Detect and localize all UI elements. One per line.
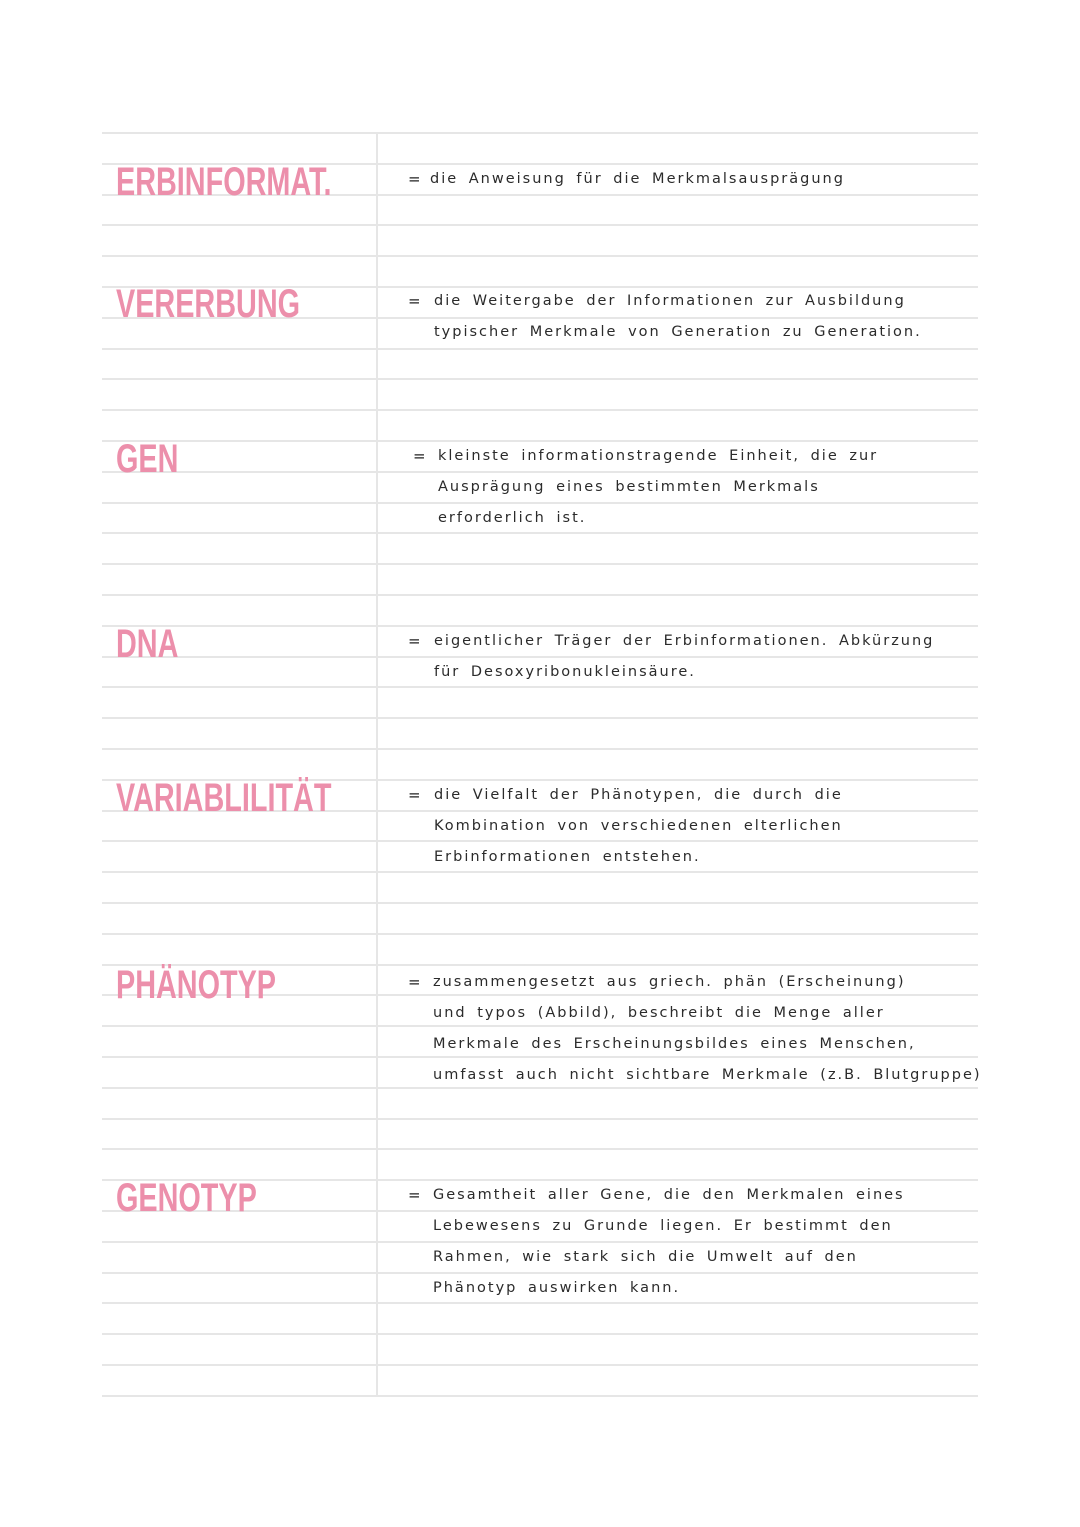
ruled-line — [102, 748, 978, 750]
definition-line: erforderlich ist. — [438, 510, 587, 526]
definition-line: Merkmale des Erscheinungsbildes eines Menschen, — [433, 1036, 916, 1052]
definition-line: die Vielfalt der Phänotypen, die durch die — [434, 787, 843, 803]
ruled-line — [102, 1118, 978, 1120]
margin-divider-line — [376, 132, 378, 1396]
definition-line: zusammengesetzt aus griech. phän (Erscheinung) — [433, 974, 906, 990]
definition-line: eigentlicher Träger der Erbinformationen. Abkürzung — [434, 633, 935, 649]
term-heading: DNA — [116, 622, 179, 666]
ruled-line — [102, 1395, 978, 1397]
definition-line: die Weitergabe der Informationen zur Ausbildung — [434, 293, 906, 309]
term-heading: ERBINFORMAT. — [116, 160, 332, 204]
ruled-line — [102, 563, 978, 565]
definition-line: umfasst auch nicht sichtbare Merkmale (z.B. Blutgruppe) — [433, 1067, 982, 1083]
ruled-line — [102, 224, 978, 226]
ruled-line — [102, 1148, 978, 1150]
definition-line: für Desoxyribonukleinsäure. — [434, 664, 696, 680]
term-heading: PHÄNOTYP — [116, 963, 277, 1007]
ruled-line — [102, 717, 978, 719]
definition-line: Gesamtheit aller Gene, die den Merkmalen eines — [433, 1187, 905, 1203]
term-heading: VERERBUNG — [116, 282, 301, 326]
definition-line: Rahmen, wie stark sich die Umwelt auf den — [433, 1249, 858, 1265]
equals-sign: = — [408, 632, 421, 650]
equals-sign: = — [408, 292, 421, 310]
equals-sign: = — [413, 447, 426, 465]
definition-line: Erbinformationen entstehen. — [434, 849, 701, 865]
equals-sign: = — [408, 170, 421, 188]
ruled-line — [102, 348, 978, 350]
definition-line: die Anweisung für die Merkmalsausprägung — [430, 171, 845, 187]
definition-line: und typos (Abbild), beschreibt die Menge aller — [433, 1005, 885, 1021]
definition-line: typischer Merkmale von Generation zu Generation. — [434, 324, 922, 340]
definition-line: Phänotyp auswirken kann. — [433, 1280, 681, 1296]
term-heading: GEN — [116, 437, 179, 481]
definition-line: Lebewesens zu Grunde liegen. Er bestimmt den — [433, 1218, 893, 1234]
equals-sign: = — [408, 1186, 421, 1204]
ruled-line — [102, 594, 978, 596]
ruled-line — [102, 409, 978, 411]
equals-sign: = — [408, 786, 421, 804]
ruled-line — [102, 132, 978, 134]
ruled-line — [102, 933, 978, 935]
definition-line: Ausprägung eines bestimmten Merkmals — [438, 479, 820, 495]
ruled-line — [102, 1333, 978, 1335]
term-heading: GENOTYP — [116, 1176, 257, 1220]
definition-line: kleinste informationstragende Einheit, die zur — [438, 448, 879, 464]
ruled-line — [102, 1364, 978, 1366]
equals-sign: = — [408, 973, 421, 991]
definition-line: Kombination von verschiedenen elterlichen — [434, 818, 843, 834]
term-heading: VARIABLILITÄT — [116, 776, 332, 820]
ruled-line — [102, 255, 978, 257]
ruled-line — [102, 378, 978, 380]
ruled-line — [102, 902, 978, 904]
